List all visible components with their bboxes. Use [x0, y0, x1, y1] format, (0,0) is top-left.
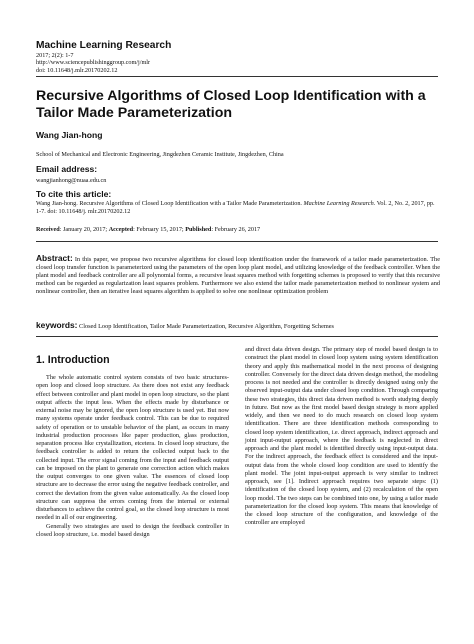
- citation-journal: Machine Learning Research: [303, 200, 374, 207]
- author-email[interactable]: wangjianhong@nuaa.edu.cn: [36, 177, 107, 184]
- paragraph: The whole automatic control system consists of two basic structures-open loop and closed loop structure. As there does not exist any feedback effect between controller and plant model in open loop structure, so the plant output affects the input less. When the effects made by disturbance or external noise may be ignored, the open loop structure is used yet. But now many systems operate under feedback control. This can be due to required safety of operation or to unstable behavior of the plant, as occurs in many industrial production processes like paper production, glass production, separation process like crystallization, etcetera. In closed loop structure, the feedback controller is added to return the collected output back to the collected input. The error signal coming from the input and feedback output can be imposed on the plant to generate one correction action which makes the output converges to one given value. The essences of closed loop structure are to decrease the error using the negative feedback controller, and correct the deviation from the given value automatically. As the closed loop structure can suppress the errors coming from the internal or external disturbances to achieve the control goal, so the closed loop structure is most needed in all of our engineering.: [36, 374, 229, 522]
- keywords-divider: [36, 336, 438, 337]
- left-column: [36, 374, 229, 539]
- citation-tail: . Vol. 2, No. 2, 2017, pp. 1-7. doi: 10.11648/j. mlr.20170202.12: [36, 200, 435, 215]
- email-heading: Email address:: [36, 164, 98, 174]
- journal-url[interactable]: http://www.sciencepublishinggroup.com/j/mlr: [36, 59, 151, 67]
- abstract-text: In this paper, we propose two recursive algorithms for closed loop identification under the framework of a tailor made parameterization. The closed loop transfer function is parameterized using the parameters of the open loop plant model, and utilizing knowledge of the feedback controller. When the plant model and feedback controller are all polynomial forms, a recursive least squares method with forgetting schemes is proposed to verify that this recursive method can be regarded as regularization least squares problem. Furthermore we also extend the tailor made parameterization method to nonlinear system and nonlinear controller, then an iterative least squares algorithm is applied to solve one nonlinear optimization problem: [36, 256, 440, 296]
- published-date: : February 26, 2017: [211, 226, 261, 233]
- volume-line: 2017; 2(2): 1-7: [36, 52, 74, 59]
- author-affiliation: School of Mechanical and Electronic Engineering, Jingdezhen Ceramic Institute, Jingdezhen, China: [36, 151, 284, 158]
- journal-name: Machine Learning Research: [36, 40, 172, 51]
- right-column: [245, 346, 438, 528]
- accepted-date: : February 15, 2017;: [133, 226, 186, 233]
- cite-heading: To cite this article:: [36, 189, 112, 199]
- keywords-text: Closed Loop Identification, Tailor Made Parameterization, Recursive Algorithm, Forgetting Schemes: [77, 323, 335, 330]
- article-dates: [36, 226, 440, 233]
- paragraph: and direct data driven design. The primary step of model based design is to construct the plant model in closed loop system using system identification theory and apply this mathematical model in the next process of designing controller. Conversely for the direct data driven design method, the modeling process is not needed and the controller is directly designed using only the observed input-output data under closed loop condition. Through comparing these two strategies, this direct data driven method is worth studying deeply in future. But now as the first model based design strategy is more applied widely, and then we need to do much research on closed loop system identification. There are three identification methods corresponding to closed loop system identification, i.e. direct approach, indirect approach and joint input-output approach, where the feedback is neglected in direct approach and the plant model is identified directly using input-output data. For the indirect approach, the feedback effect is considered and the input-output data from the whole closed loop condition are used to identify the plant model. The joint input-output approach is very similar to indirect approach, see [1]. Indirect approach requires two separate steps: (1) identification of the closed loop system, and (2) recalculation of the open loop model. The two steps can be combined into one, by using a tailor made parameterization for the closed loop system. This means that knowledge of the closed loop structure of the configuration, and knowledge of the controller are employed: [245, 346, 439, 527]
- received-date: : January 20, 2017;: [59, 226, 109, 233]
- accepted-label: Accepted: [108, 226, 134, 233]
- abstract-label: Abstract:: [36, 253, 73, 263]
- keywords-label: keywords:: [36, 320, 78, 330]
- journal-doi[interactable]: doi: 10.11648/j.mlr.20170202.12: [36, 66, 118, 74]
- citation-text: Wang Jian-hong. Recursive Algorithms of Closed Loop Identification with a Tailor Made Parameterization.: [36, 200, 304, 207]
- author-name: Wang Jian-hong: [36, 130, 103, 140]
- journal-meta: [36, 52, 150, 74]
- keywords: [36, 320, 440, 330]
- paragraph: Generally two strategies are used to design the feedback controller in closed loop structure, i.e. model based design: [36, 522, 229, 538]
- header-divider: [36, 76, 438, 77]
- published-label: Published: [185, 226, 212, 233]
- received-label: Received: [36, 226, 60, 233]
- citation: [36, 200, 440, 216]
- abstract: [36, 254, 440, 296]
- paper-title: Recursive Algorithms of Closed Loop Identification with a Tailor Made Parameterization: [36, 88, 426, 121]
- dates-divider: [36, 241, 438, 242]
- section-heading-introduction: 1. Introduction: [36, 354, 110, 366]
